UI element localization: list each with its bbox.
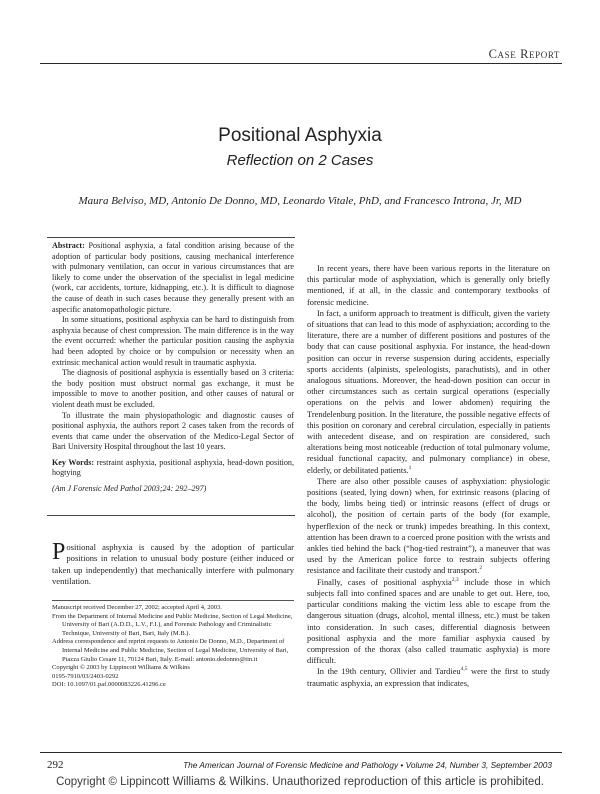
body-paragraph: In fact, a uniform approach to treatment is difficult, given the variety of situations that can lead to this mode of asphyxiation; according to the literature, there are a number of different positions and postures of the body that can cause positional asphyxia. For instance, the head-down position can occur in reverse suspension during accidents, especially sports accidents (alpinists, speleologists, parachutists), and in other analogous situations. Moreover, the head-down position can occur in other circumstances such as certain surgical operations (especially operations on the pelvis and lower abdomen) requiring the Trendelenburg position. In the literature, the possible negative effects of this position on coronary and cerebral circulation, especially in patients with antecedent disease, and on respiration are considered, such alterations being most noticeable (reduction of total pulmonary volume, residual functional capacity, and pulmonary compliance) in obese, elderly, or debilitated patients.$^1$ bbox=[307, 308, 550, 475]
reference-marker: 4,5 bbox=[460, 666, 468, 673]
intro-paragraph: Positional asphyxia is caused by the adoption of particular positions in relation to unusual body posture (either induced or taken up independently) that mechanically interfere with pulmonary ventilation. bbox=[52, 539, 294, 586]
reference-marker: 1 bbox=[408, 464, 412, 471]
copyright-banner: Copyright © Lippincott Williams & Wilkins. Unauthorized reproduction of this article is prohibited. bbox=[56, 776, 544, 788]
footnote-issn: 0195-7910/03/2403-0292 bbox=[52, 672, 119, 680]
abstract-label: Abstract: bbox=[52, 241, 85, 250]
keywords-label: Key Words: bbox=[52, 457, 95, 467]
body-column bbox=[307, 263, 550, 689]
body-paragraph: Finally, cases of positional asphyxia$^{2,3}$ include those in which subjects fall into confined spaces and are unable to get out. Here, too, particular conditions making the victim less able to escape from the dangerous situation (drugs, alcohol, mental illness, etc.) must be taken into consideration. In such cases, differential diagnosis between positional asphyxia and the more familiar asphyxia caused by compression of the thorax (also called traumatic asphyxia) is more difficult. bbox=[307, 576, 551, 666]
footnote-rule bbox=[52, 600, 294, 601]
citation: (Am J Forensic Med Pathol 2003;24: 292–297) bbox=[52, 484, 207, 494]
footnote-doi: DOI: 10.1097/01.paf.0000083226.41296.ce bbox=[52, 681, 166, 689]
article-title: Positional Asphyxia bbox=[218, 125, 382, 146]
drop-cap: P bbox=[52, 539, 66, 565]
footnote-received: Manuscript received December 27, 2002; accepted April 4, 2003. bbox=[52, 604, 222, 611]
abstract-paragraph: The diagnosis of positional asphyxia is essentially based on 3 criteria: the body position must obstruct normal gas exchange, it must be impossible to move to another position, and other causes of natural or violent death must be excluded. bbox=[52, 368, 294, 409]
abstract-paragraph: To illustrate the main physiopathologic and diagnostic causes of positional asphyxia, the authors report 2 cases taken from the records of events that came under the observation of the Medico-Legal Sector of Bari University Hospital throughout the last 10 years. bbox=[52, 410, 294, 452]
body-paragraph: In recent years, there have been various reports in the literature on this particular mode of asphyxiation, which is generally only briefly mentioned, if at all, in the classic and contemporary textbooks of forensic medicine. bbox=[307, 264, 550, 307]
footnotes bbox=[52, 604, 294, 690]
body-paragraph: There are also other possible causes of asphyxiation: physiologic positions (seated, lying down) when, for extrinsic reasons (placing of the body, limbs being tied) or intrinsic reasons (effect of drugs or alcohol), the position of certain parts of the body (for example, hyperflexion of the neck or trunk) impedes breathing. In this context, attention has been drawn to a coerced prone position with the wrists and ankles tied behind the back (“hog-tied restraint”), a maneuver that was used by the American police force to restrain subjects offering resistance and facilitate their custody and transport.$^2$ bbox=[307, 476, 550, 576]
abstract bbox=[52, 241, 294, 495]
section-label: Case Report bbox=[488, 47, 560, 61]
journal-info: The American Journal of Forensic Medicine and Pathology • Volume 24, Number 3, September 2003 bbox=[183, 760, 552, 770]
footnote-affiliation: From the Department of Internal Medicine and Public Medicine, Section of Legal Medicine, University of Bari (A.D.D., L.V., F.I.), and Forensic Pathology and Criminalistic Technique, University of Bari, Bari, Italy (M.B.). bbox=[52, 612, 293, 637]
body-paragraph: In the 19th century, Ollivier and Tardieu$^{4,5}$ were the first to study traumatic asphyxia, an expression that indicates, bbox=[307, 666, 550, 688]
footnote-copyright: Copyright © 2003 by Lippincott Williams & Wilkins bbox=[52, 664, 190, 672]
keywords: Key Words: restraint asphyxia, positional asphyxia, head-down position, hogtying bbox=[52, 457, 294, 478]
footnote-address: Address correspondence and reprint requests to Antonio De Donno, M.D., Department of Internal Medicine and Public Medicine, Section of Legal Medicine, University of Bari, Piazza Giulio Cesare 11, 70124 Bari, Italy. E-mail: antonio.dedonno@tin.it bbox=[52, 638, 289, 663]
reference-marker: 2 bbox=[479, 565, 483, 572]
abstract-paragraph: In some situations, positional asphyxia can be hard to distinguish from asphyxia because of chest compression. The main difference is in the way the event occurred: whether the particular position causing the asphyxia had been adopted by choice or by compulsion or necessity when an extrinsic mechanical action would result in traumatic asphyxia. bbox=[52, 315, 294, 367]
page-number: 292 bbox=[47, 759, 64, 771]
footer-rule bbox=[40, 752, 562, 753]
reference-marker: 2,3 bbox=[451, 576, 459, 583]
abstract-paragraph: Abstract: Positional asphyxia, a fatal condition arising because of the adoption of particular body positions, causing mechanical interference with pulmonary ventilation, can occur in various circumstances that are likely to come under the observation of the specialist in legal medicine (work, car accidents, torture, kidnapping, etc.). It is difficult to diagnose the cause of death in such cases because they generally present with an aspecific anatomopathologic picture. bbox=[52, 241, 294, 314]
author-list: Maura Belviso, MD, Antonio De Donno, MD, Leonardo Vitale, PhD, and Francesco Introna, Jr, MD bbox=[78, 195, 522, 207]
article-subtitle: Reflection on 2 Cases bbox=[226, 152, 374, 169]
header-rule bbox=[40, 63, 562, 64]
